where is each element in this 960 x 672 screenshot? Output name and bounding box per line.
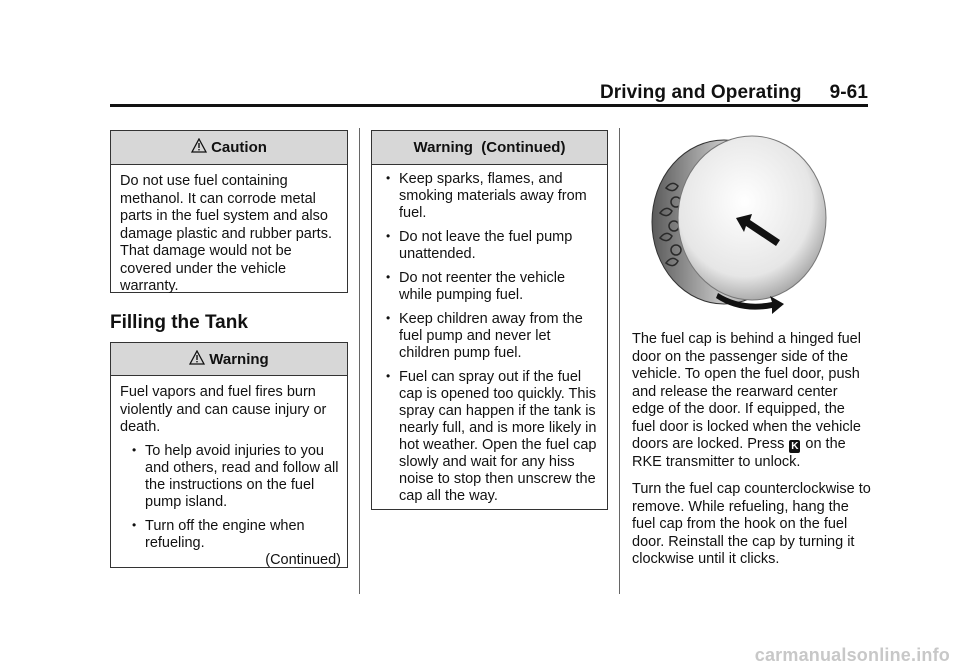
continued-label: (Continued) bbox=[265, 551, 341, 568]
watermark: carmanualsonline.info bbox=[754, 645, 950, 665]
list-item: • Keep sparks, flames, and smoking materials away from fuel. bbox=[386, 171, 587, 221]
warning-triangle-icon bbox=[191, 138, 207, 157]
warning-continued-heading bbox=[372, 131, 607, 165]
warning-triangle-icon bbox=[189, 350, 205, 369]
caution-text: Do not use fuel containing methanol. It can corrode metal parts in the fuel system and also damage plastic and rubber parts. That damage would not be covered under the vehicle warranty. bbox=[120, 173, 332, 294]
list-item: • Do not leave the fuel pump unattended. bbox=[386, 229, 573, 262]
list-item: • Keep children away from the fuel pump and never let children pump fuel. bbox=[386, 311, 583, 361]
fuel-cap-instructions bbox=[632, 331, 872, 579]
list-item: • Do not reenter the vehicle while pumping fuel. bbox=[386, 270, 566, 303]
page-number: 9-61 bbox=[829, 82, 868, 103]
warning-continued-box bbox=[371, 130, 608, 510]
warning-continued-list bbox=[382, 171, 601, 505]
warning-body bbox=[111, 376, 347, 569]
warning-box bbox=[110, 342, 348, 568]
warning-heading bbox=[111, 343, 347, 376]
column-divider-1 bbox=[359, 128, 360, 594]
warning-continued-body bbox=[372, 165, 607, 505]
warning-intro: Fuel vapors and fuel fires burn violently and can cause injury or death. bbox=[120, 384, 327, 435]
caution-body bbox=[111, 165, 347, 296]
warning-heading-text: Warning bbox=[209, 350, 269, 368]
instructions-paragraph-2: Turn the fuel cap counterclockwise to remove. While refueling, hang the fuel cap from the hook on the fuel door. Reinstall the cap by turning it clockwise until it clicks. bbox=[632, 481, 871, 567]
instructions-paragraph-1: The fuel cap is behind a hinged fuel door on the passenger side of the vehicle. To open the fuel door, push and release the rearward center edge of the door. If equipped, the fuel door is locked when the vehicle doors are locked. Press K on the RKE transmitter to unlock. bbox=[632, 331, 861, 470]
header-rule bbox=[110, 104, 868, 107]
column-divider-2 bbox=[619, 128, 620, 594]
section-title: Filling the Tank bbox=[110, 312, 248, 333]
header-section: Driving and Operating bbox=[599, 82, 802, 103]
fuel-cap-illustration bbox=[632, 128, 842, 323]
warning-list bbox=[128, 443, 341, 552]
caution-heading-text: Caution bbox=[211, 139, 267, 156]
list-item: • Turn off the engine when refueling. bbox=[132, 517, 305, 551]
caution-heading bbox=[111, 131, 347, 165]
warning-continued-heading-text: Warning (Continued) bbox=[413, 139, 566, 156]
header-title bbox=[600, 82, 868, 104]
caution-box bbox=[110, 130, 348, 293]
list-item: • To help avoid injuries to you and others, read and follow all the instructions on the fuel pump island. bbox=[132, 442, 339, 510]
rke-unlock-icon: K bbox=[791, 441, 799, 452]
list-item: • Fuel can spray out if the fuel cap is opened too quickly. This spray can happen if the tank is nearly full, and is more likely in hot weather. Open the fuel cap slowly and wait for any hiss noise to stop then unscrew the cap all the way. bbox=[386, 369, 597, 504]
page-header bbox=[110, 82, 868, 104]
